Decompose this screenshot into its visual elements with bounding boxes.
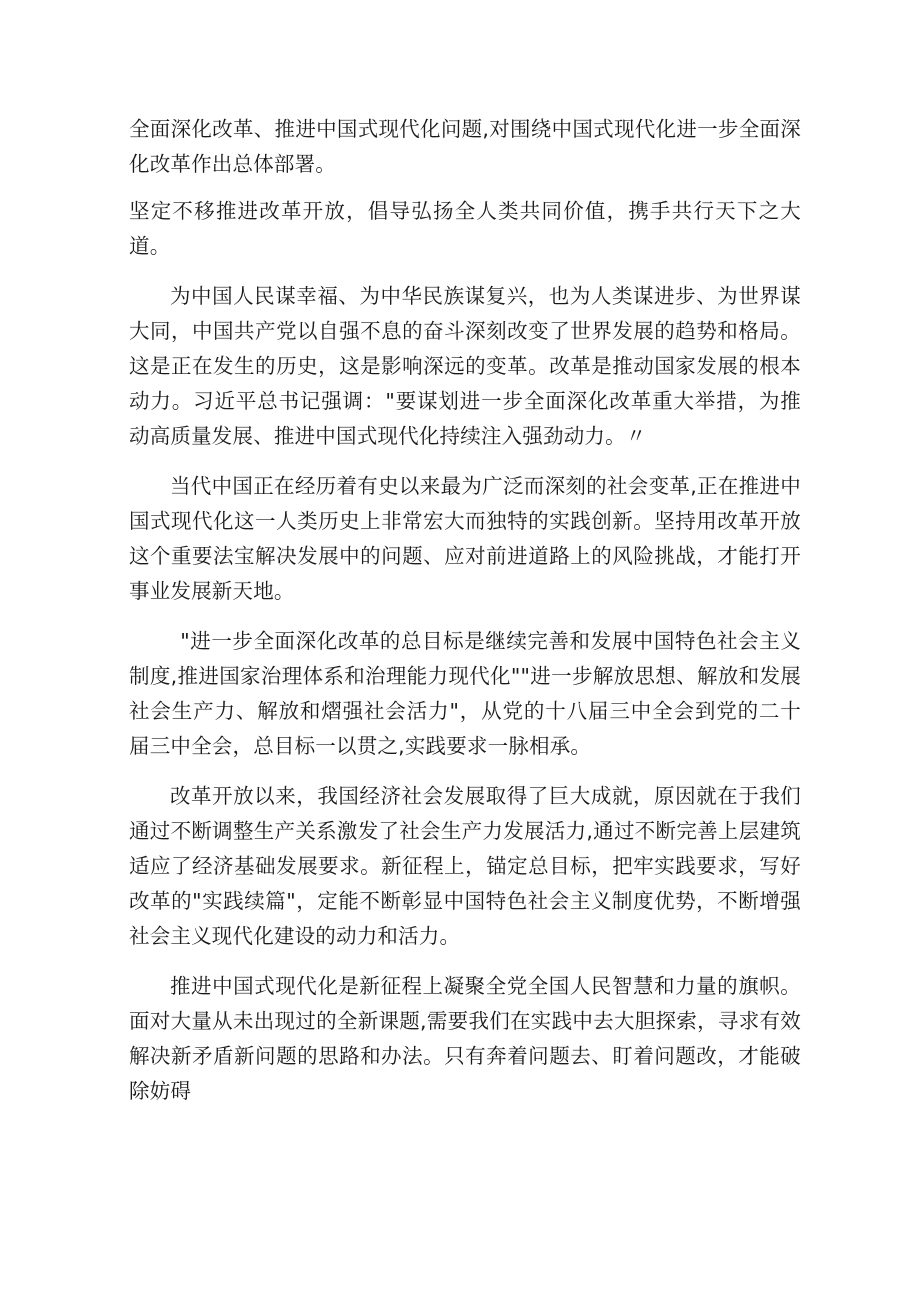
paragraph-4: 当代中国正在经历着有史以来最为广泛而深刻的社会变革,正在推进中国式现代化这一人类历史上非常宏大而独特的实践创新。坚持用改革开放这个重要法宝解决发展中的问题、应对前进道路上的风险挑战，才能打开事业发展新天地。 — [129, 474, 801, 603]
paragraph-3: 为中国人民谋幸福、为中华民族谋复兴，也为人类谋进步、为世界谋大同，中国共产党以自强不息的奋斗深刻改变了世界发展的趋势和格局。这是正在发生的历史，这是影响深远的变革。改革是推动国家发展的根本动力。习近平总书记强调："要谋划进一步全面深化改革重大举措，为推动高质量发展、推进中国式现代化持续注入强劲动力。〃 — [129, 284, 801, 448]
paragraph-6: 改革开放以来，我国经济社会发展取得了巨大成就，原因就在于我们通过不断调整生产关系激发了社会生产力发展活力,通过不断完善上层建筑适应了经济基础发展要求。新征程上，锚定总目标，把牢实践要求，写好改革的"实践续篇"，定能不断彰显中国特色社会主义制度优势，不断增强社会主义现代化建设的动力和活力。 — [129, 784, 801, 948]
paragraph-2: 坚定不移推进改革开放，倡导弘扬全人类共同价值，携手共行天下之大道。 — [129, 199, 801, 258]
paragraph-7: 推进中国式现代化是新征程上凝聚全党全国人民智慧和力量的旗帜。面对大量从未出现过的全新课题,需要我们在实践中去大胆探索，寻求有效解决新矛盾新问题的思路和办法。只有奔着问题去、盯着问题改，才能破除妨碍 — [129, 974, 801, 1103]
paragraph-1: 全面深化改革、推进中国式现代化问题,对围绕中国式现代化进一步全面深化改革作出总体部署。 — [129, 117, 801, 176]
document-body — [129, 112, 801, 1109]
paragraph-5: "进一步全面深化改革的总目标是继续完善和发展中国特色社会主义制度,推进国家治理体系和治理能力现代化""进一步解放思想、解放和发展社会生产力、解放和熠强社会活力"，从党的十八届三中全会到党的二十届三中全会，总目标一以贯之,实践要求一脉相承。 — [129, 629, 801, 758]
